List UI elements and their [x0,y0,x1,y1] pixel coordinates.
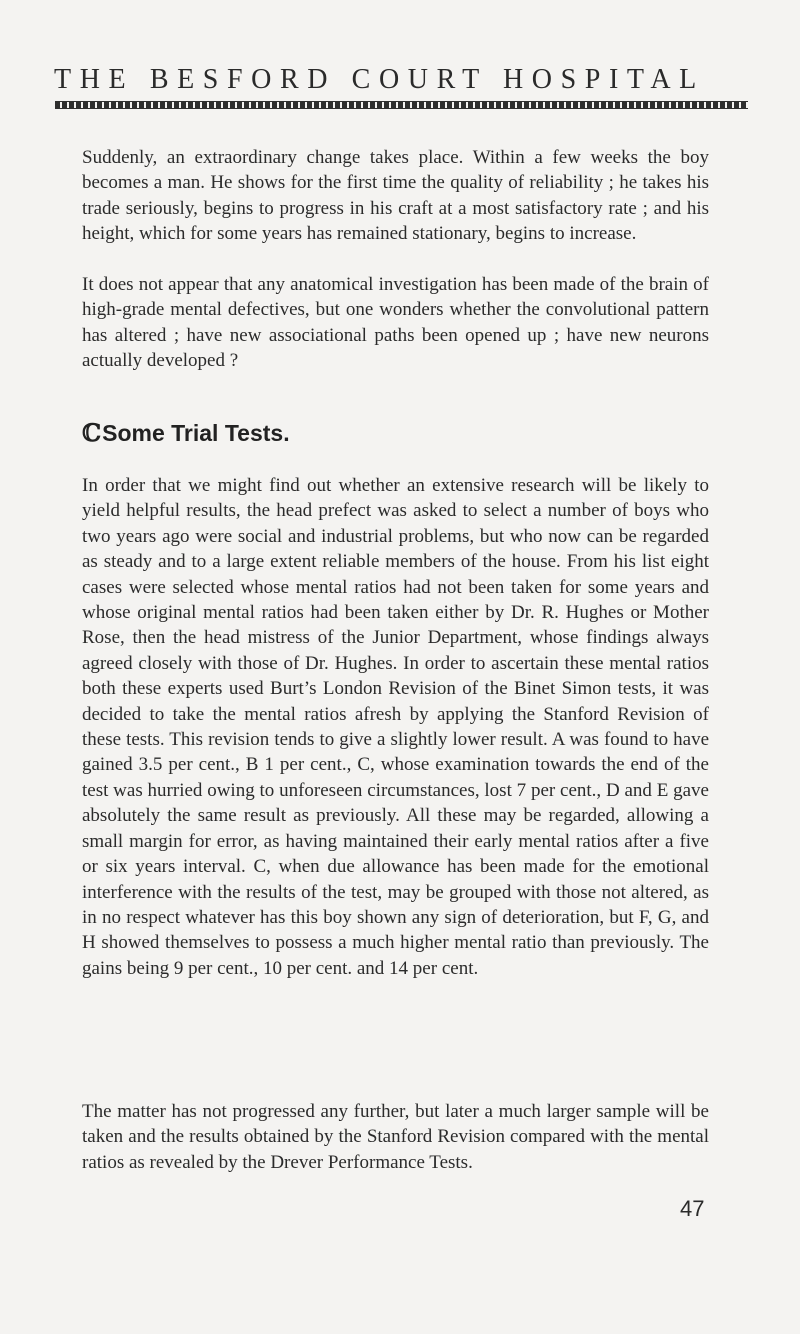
section-heading-text: Some Trial Tests. [102,420,290,446]
section-heading [82,418,290,447]
page-number: 47 [680,1196,705,1221]
paragraph-mark-icon: ℂ [82,418,102,447]
paragraph-trial-tests: In order that we might find out whether an extensive research will be likely to yield helpful results, the head prefect was asked to select a number of boys who two years ago were social and industrial problems, but who now can be regarded as steady and to a large extent reliable members of the house. From his list eight cases were selected whose mental ratios had not been taken for some years and whose original mental ratios had been taken either by Dr. R. Hughes or Mother Rose, then the head mistress of the Junior Department, whose findings always agreed closely with those of Dr. Hughes. In order to ascertain these mental ratios both these experts used Burt’s London Revision of the Binet Simon tests, it was decided to take the mental ratios afresh by applying the Stanford Revision of these tests. This revision tends to give a slightly lower result. A was found to have gained 3.5 per cent., B 1 per cent., C, whose examination towards the end of the test was hurried owing to unforeseen circumstances, lost 7 per cent., D and E gave absolutely the same result as previously. All these may be regarded, allowing a small margin for error, as having maintained their early mental ratios after a five or six years interval. C, when due allowance has been made for the emotional interference with the results of the test, may be grouped with those not altered, as in no respect whatever has this boy shown any sign of deterioration, but F, G, and H showed themselves to possess a much higher mental ratio than previously. The gains being 9 per cent., 10 per cent. and 14 per cent. [82,475,709,979]
paragraph-anatomy: It does not appear that any anatomical investigation has been made of the brain of high-grade mental defectives, but one wonders whether the convolutional pattern has altered ; have new associational paths been opened up ; have new neurons actually developed ? [82,274,709,372]
running-title: THE BESFORD COURT HOSPITAL [54,64,705,95]
paragraph-conclusion: The matter has not progressed any further, but later a much larger sample will be taken and the results obtained by the Stanford Revision compared with the mental ratios as revealed by the Drever Performance Tests. [82,1101,709,1173]
paragraph-change: Suddenly, an extraordinary change takes place. Within a few weeks the boy becomes a man. He shows for the first time the quality of reliability ; he takes his trade seriously, begins to progress in his craft at a most satisfactory rate ; and his height, which for some years has remained stationary, begins to increase. [82,147,709,245]
header-divider [55,101,748,109]
